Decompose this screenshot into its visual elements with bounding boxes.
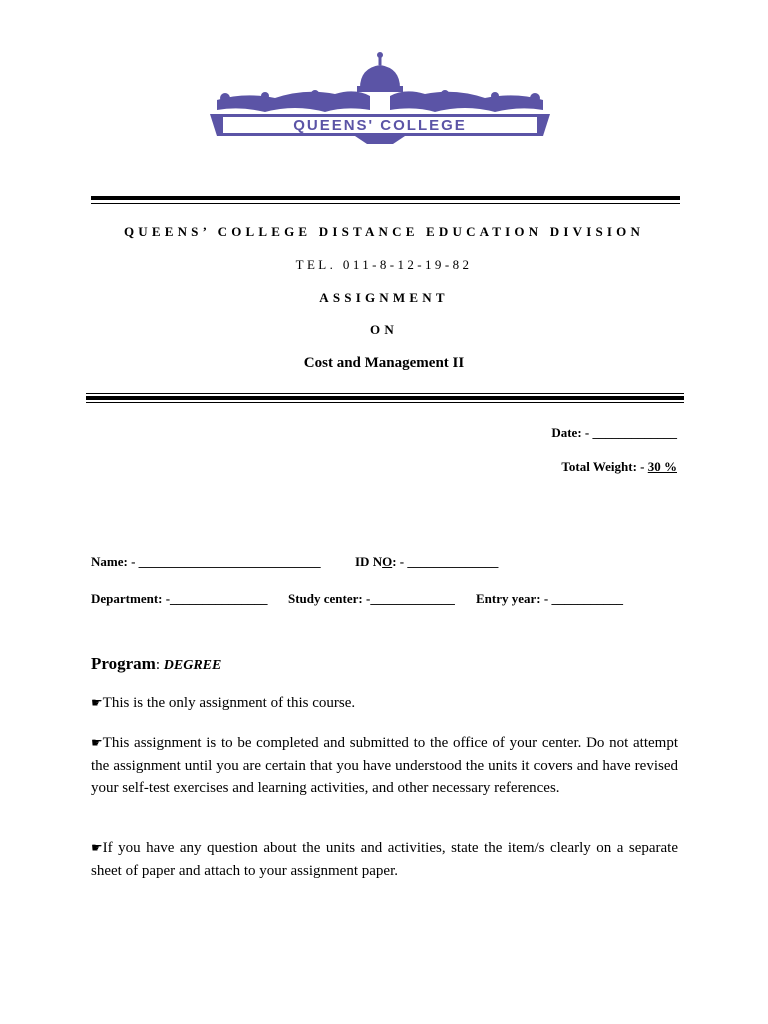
id-no-label-start: ID N [355,554,383,569]
assignment-heading: ASSIGNMENT [319,290,449,305]
instruction-text: This is the only assignment of this course. [102,695,356,711]
id-no-label-end: : - ______________ [392,554,499,569]
program-line [91,654,221,674]
department-field: Department: -_______________ [91,591,268,606]
pointing-hand-icon: ☛ [91,696,103,711]
instruction-paragraph [91,732,678,799]
instruction-text: If you have any question about the units and activities, state the item/s clearly on a separate sheet of paper and attach to your assignment paper. [91,840,678,879]
mid-rule-thick [86,396,684,400]
date-value: _____________ [592,425,677,440]
entry-year-field: Entry year: - ___________ [476,591,623,606]
on-heading: ON [370,322,398,337]
top-rule-thick [91,196,680,200]
pointing-hand-icon: ☛ [91,736,103,751]
name-field: Name: - ____________________________ [91,554,321,569]
date-field [551,425,677,441]
program-colon: : [155,657,164,673]
total-weight-field [561,459,677,475]
study-center-field: Study center: -_____________ [288,591,455,606]
program-value: DEGREE [163,658,222,673]
total-weight-label: Total Weight: - [561,459,648,474]
pointing-hand-icon: ☛ [91,841,103,856]
course-title: Cost and Management II [303,355,465,371]
logo-text: QUEENS' COLLEGE [293,117,467,134]
mid-rule-thin-bottom [86,402,684,403]
top-rule-thin [91,203,680,204]
crest-emblem [205,48,555,148]
instruction-paragraph [91,837,678,882]
instruction-text: This assignment is to be completed and submitted to the office of your center. Do not attempt the assignment until you are certain that you have understood the units it covers and have revised your self-test exercises and learning activities, and other necessary references. [91,735,678,796]
mid-rule-thin-top [86,393,684,394]
program-label: Program [91,654,156,673]
date-label: Date: - [551,425,593,440]
id-no-field [355,554,498,570]
instruction-paragraph [91,692,678,715]
telephone: TEL. 011-8-12-19-82 [295,257,473,272]
total-weight-value: 30 % [647,459,677,474]
id-no-label-o: O [382,554,393,569]
division-title: QUEENS’ COLLEGE DISTANCE EDUCATION DIVISION [123,224,645,239]
college-logo [205,48,555,148]
